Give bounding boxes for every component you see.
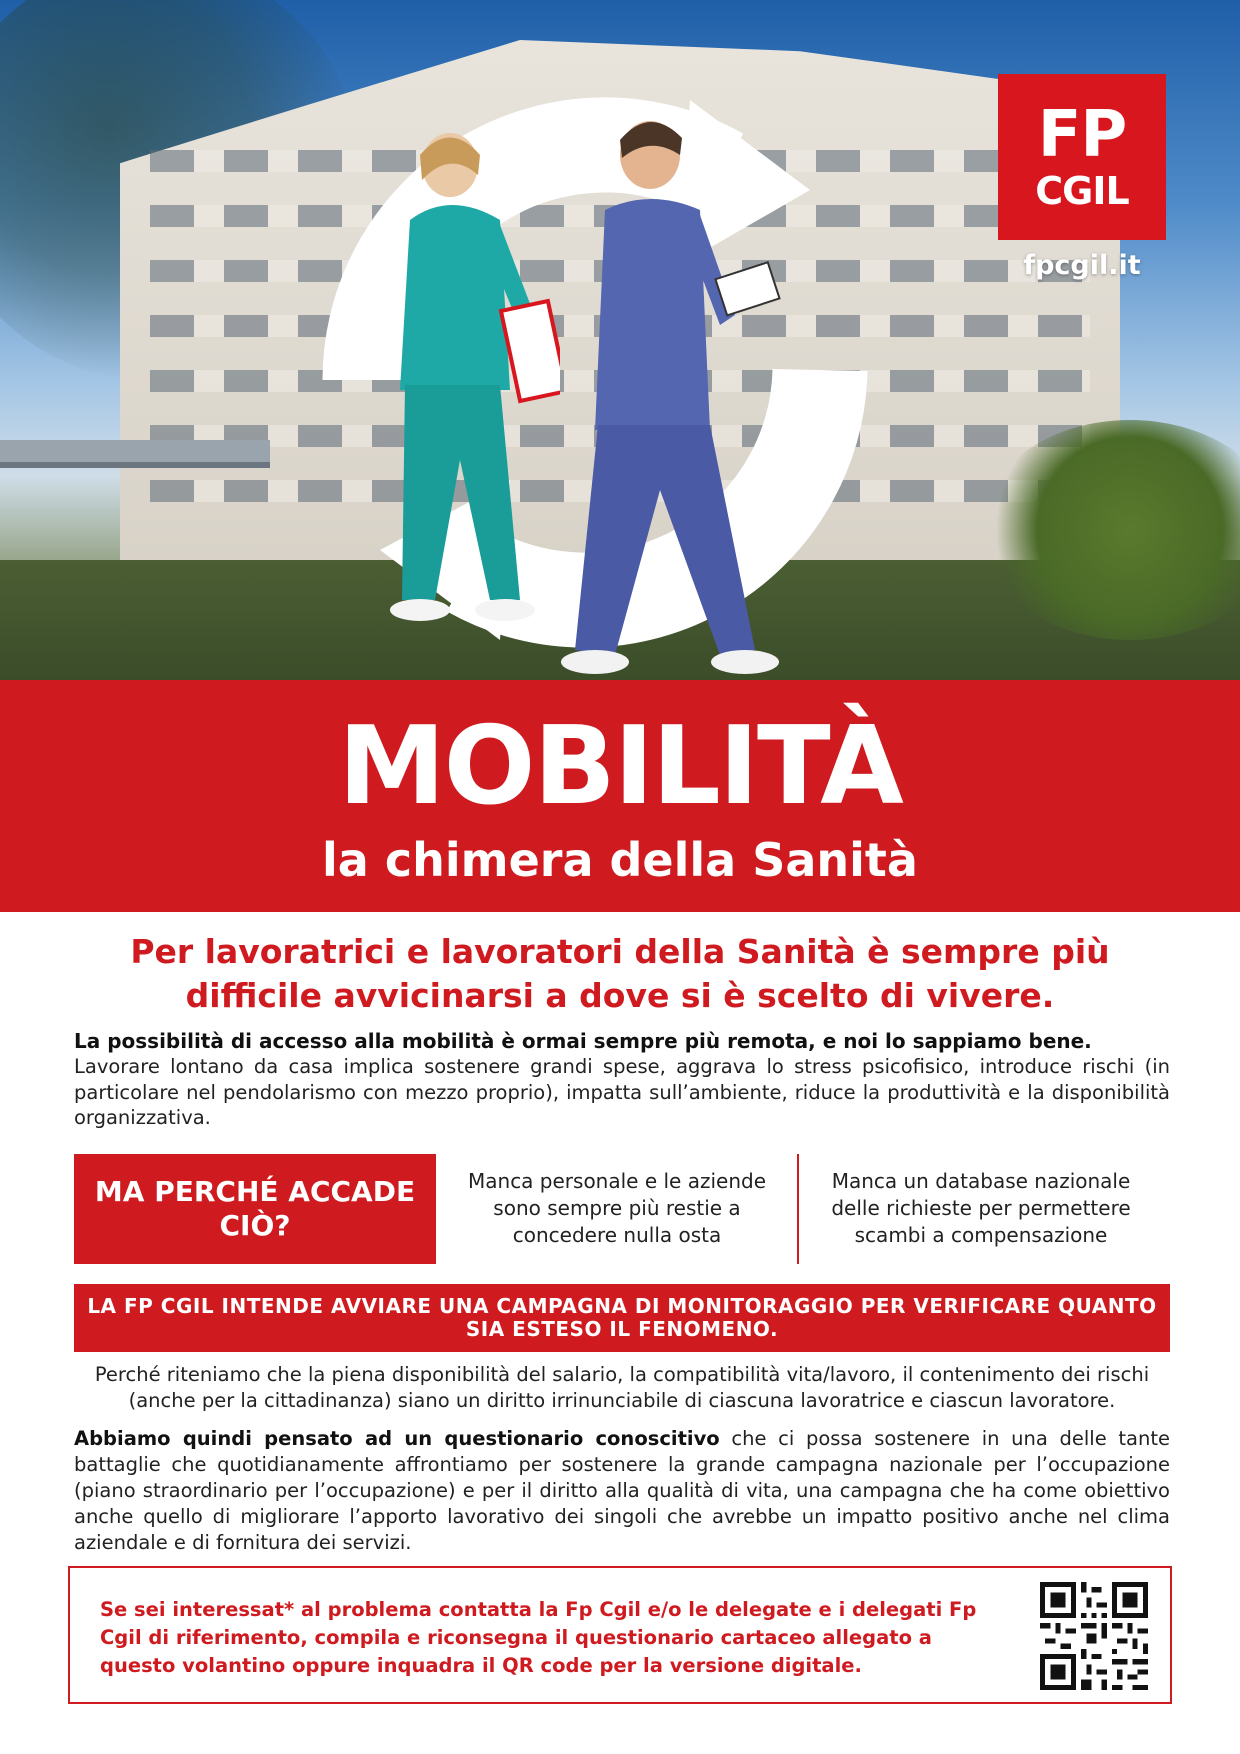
- page-subtitle: la chimera della Sanità: [322, 833, 918, 887]
- questionnaire-text: che ci possa sostenere in una delle tante battaglie che quotidianamente affrontiamo per sostenere la grande campagna nazionale per l’occupazione (piano straordinario per l’occupazione) e per il diritto alla qualità di vita, una campagna che ha come obiettivo anche quello di migliorare l’apporto lavorativo dei singoli che avrebbe un impatto positivo anche nel clima aziendale e di fornitura dei servizi.: [74, 1427, 1170, 1554]
- website-link[interactable]: fpcgil.it: [1023, 250, 1141, 281]
- male-nurse-illustration: [520, 110, 800, 680]
- campaign-banner: LA FP CGIL INTENDE AVVIARE UNA CAMPAGNA DI MONITORAGGIO PER VERIFICARE QUANTO SIA ESTESO IL FENOMENO.: [74, 1284, 1170, 1352]
- entrance-canopy: [0, 440, 270, 468]
- reason-missing-database: Manca un database nazionale delle richieste per permettere scambi a compensazione: [831, 1169, 1131, 1247]
- divider: [797, 1154, 799, 1264]
- qr-code[interactable]: [1040, 1582, 1148, 1690]
- questionnaire-paragraph: [74, 1426, 1170, 1556]
- logo-fp-text: FP: [1037, 98, 1127, 172]
- questionnaire-lead: Abbiamo quindi pensato ad un questionario conoscitivo: [74, 1427, 720, 1450]
- lead-sentence: La possibilità di accesso alla mobilità è ormai sempre più remota, e noi lo sappiamo bene.: [74, 1029, 1092, 1053]
- contact-box: [68, 1566, 1172, 1704]
- reason-staff-shortage: Manca personale e le aziende sono sempre più restie a concedere nulla osta: [468, 1169, 766, 1247]
- logo-cgil-text: CGIL: [1035, 169, 1129, 213]
- headline: Per lavoratrici e lavoratori della Sanità è sempre più difficile avvicinarsi a dove si è scelto di vivere.: [130, 932, 1110, 1015]
- page-title: MOBILITÀ: [338, 704, 902, 829]
- why-question-box: MA PERCHÉ ACCADE CIÒ?: [74, 1154, 436, 1264]
- contact-text: Se sei interessat* al problema contatta la Fp Cgil e/o le delegate e i delegati Fp Cgil di riferimento, compila e riconsegna il questionario cartaceo allegato a questo volantino oppure inquadra il QR code per la versione digitale.: [100, 1598, 977, 1677]
- rights-paragraph: Perché riteniamo che la piena disponibilità del salario, la compatibilità vita/lavoro, il contenimento dei rischi (anche per la cittadinanza) siano un diritto irrinunciabile di ciascuna lavoratrice e ciascun lavoratore.: [94, 1363, 1150, 1412]
- fp-cgil-logo: [998, 74, 1166, 240]
- intro-paragraph: Lavorare lontano da casa implica sostenere grandi spese, aggrava lo stress psicofisico, introduce rischi (in particolare nel pendolarismo con mezzo proprio), impatta sull’ambiente, riduce la produttività e la disponibilità organizzativa.: [74, 1055, 1170, 1129]
